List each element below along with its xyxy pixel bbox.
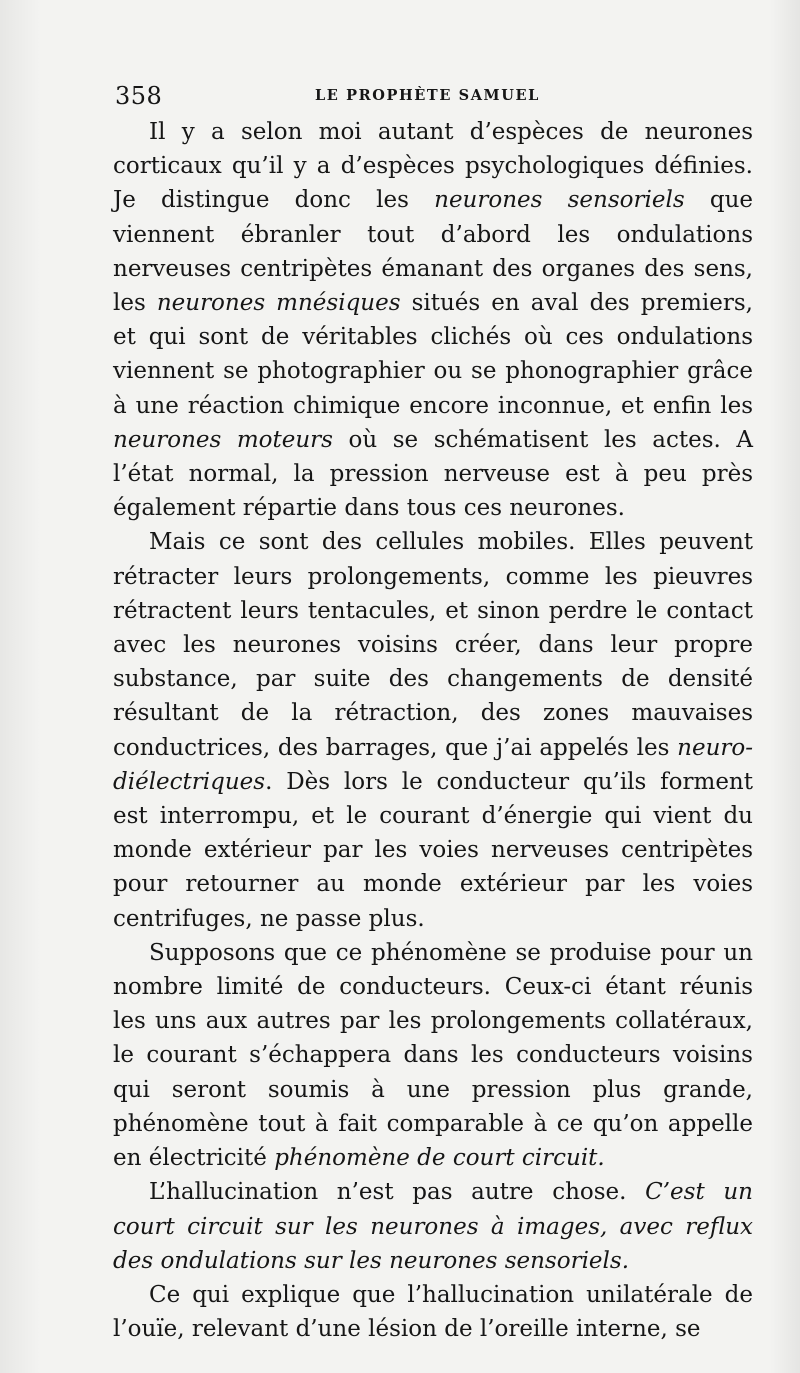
text-segment: que viennent ébranler tout d’abord les ondulations nerveuses centripètes émanant des organes des sens, les xyxy=(113,187,753,317)
text-segment: où se schématisent les actes. A l’état normal, la pression nerveuse est à peu près également répartie dans tous ces neurones. xyxy=(113,426,753,522)
running-head: LE PROPHÈTE SAMUEL xyxy=(315,87,540,104)
paragraph xyxy=(113,1278,753,1346)
italic-text: neurones mnésiques xyxy=(156,290,401,317)
paragraph xyxy=(113,936,753,1175)
italic-text: neurones moteurs xyxy=(113,426,333,453)
paragraph xyxy=(113,525,753,935)
text-segment: Mais ce sont des cellules mobiles. Elles peuvent rétracter leurs prolongements, comme les pieuvres rétractent leurs tentacules, et sinon perdre le contact avec les neurones voisins créer, dans leur propre substance, par suite des changements de densité résultant de la rétraction, des zones mauvaises conductrices, des barrages, que j’ai appelés les xyxy=(113,529,753,761)
italic-text: phénomène de court circuit. xyxy=(274,1145,605,1172)
text-segment: Ce qui explique que l’hallucination unilatérale de l’ouïe, relevant d’une lésion de l’oreille interne, se xyxy=(113,1281,753,1343)
text-segment: Supposons que ce phénomène se produise pour un nombre limité de conducteurs. Ceux-ci étant réunis les uns aux autres par les prolongements collatéraux, le courant s’échappera dans les conducteurs voisins qui seront soumis à une pression plus grande, phénomène tout à fait comparable à ce qu’on appelle en électricité xyxy=(113,939,753,1172)
text-segment: L’hallucination n’est pas autre chose. xyxy=(149,1179,646,1206)
text-segment: situés en aval des premiers, et qui sont de véritables clichés où ces ondulations viennent se photographier ou se phonographier grâce à une réaction chimique encore inconnue, et enfin les xyxy=(113,290,753,419)
italic-text: neurones sensoriels xyxy=(434,187,685,214)
text-segment: . Dès lors le conducteur qu’ils forment est interrompu, et le courant d’énergie qui vient du monde extérieur par les voies nerveuses centripètes pour retourner au monde extérieur par les voies centrifuges, ne passe plus. xyxy=(113,768,753,932)
page-number: 358 xyxy=(115,82,163,110)
italic-text: neuro-diélectriques xyxy=(113,734,753,795)
text-segment: Il y a selon moi autant d’espèces de neurones corticaux qu’il y a d’espèces psychologiques définies. Je distingue donc les xyxy=(113,119,753,214)
italic-text: C’est un court circuit sur les neurones à images, avec reflux des ondulations sur les neurones sensoriels. xyxy=(113,1179,753,1274)
paragraph xyxy=(113,1175,753,1278)
paragraph xyxy=(113,115,753,525)
body-text xyxy=(113,115,753,1346)
page-header xyxy=(115,82,755,110)
